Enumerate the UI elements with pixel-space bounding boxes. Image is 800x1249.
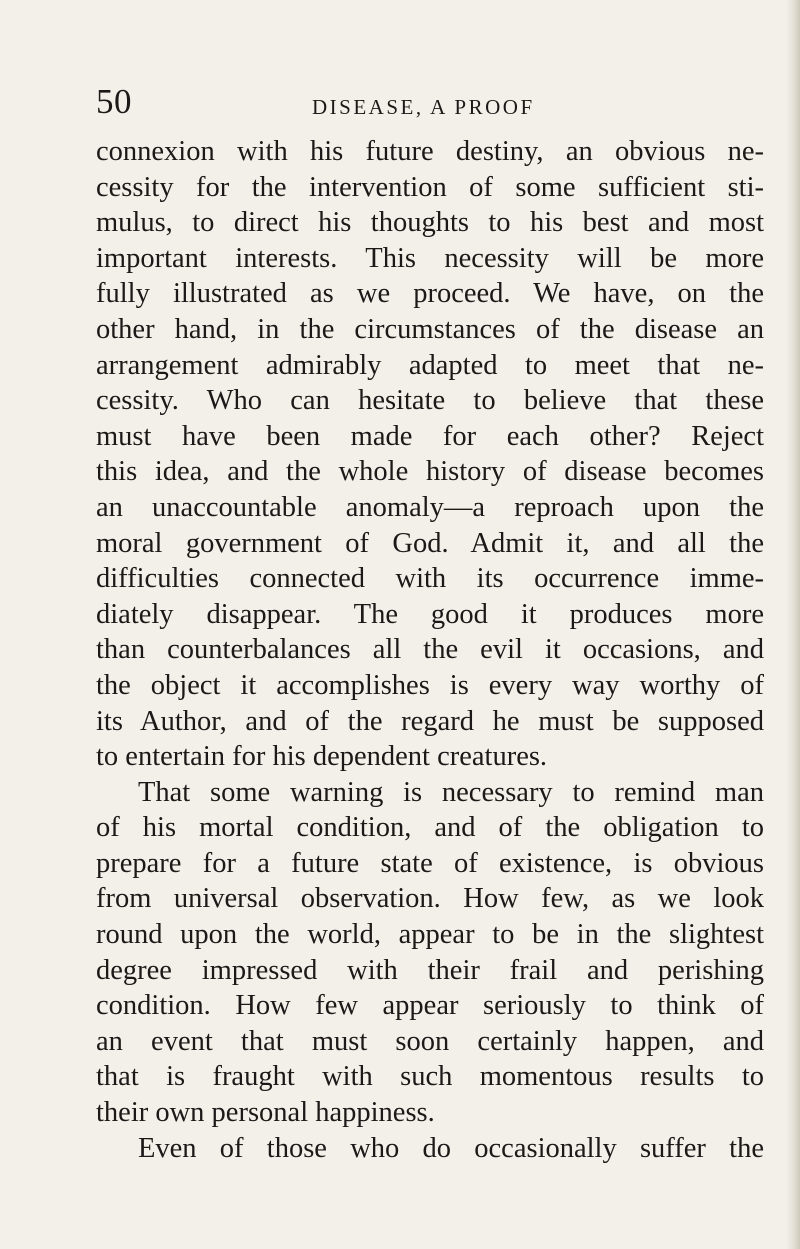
paragraph-start-line: That some warning is necessary to remind man [138,776,764,808]
running-head-title: DISEASE, A PROOF [312,95,535,119]
text-line: its Author, and of the regard he must be supposed [96,705,764,737]
text-line: the object it accomplishes is every way worthy of [96,669,764,701]
body-text [96,134,764,1166]
text-line: connexion with his future destiny, an obvious ne- [96,136,764,167]
text-line: from universal observation. How few, as we look [96,883,764,915]
text-line: condition. How few appear seriously to think of [96,990,764,1022]
text-line: other hand, in the circumstances of the disease an [96,313,764,345]
page-edge-shadow [786,0,800,1249]
text-line: difficulties connected with its occurrence imme- [96,563,764,595]
text-line: cessity. Who can hesitate to believe that these [96,385,764,417]
text-line: must have been made for each other? Reject [96,420,764,452]
text-line: mulus, to direct his thoughts to his best and most [96,207,764,239]
text-line: degree impressed with their frail and perishing [96,954,764,986]
text-line: an unaccountable anomaly—a reproach upon the [96,491,764,523]
paragraph-end-line: their own personal happiness. [96,1097,435,1129]
text-line: fully illustrated as we proceed. We have, on the [96,278,764,310]
text-line: that is fraught with such momentous results to [96,1061,764,1093]
text-line: than counterbalances all the evil it occasions, and [96,634,764,666]
text-line: an event that must soon certainly happen, and [96,1025,764,1057]
running-head [96,84,696,124]
text-line: round upon the world, appear to be in the slightest [96,919,764,951]
text-line: prepare for a future state of existence, is obvious [96,847,764,879]
text-line: this idea, and the whole history of disease becomes [96,456,764,488]
paragraph-start-line: Even of those who do occasionally suffer the [138,1132,764,1164]
text-line: cessity for the intervention of some sufficient sti- [96,171,764,203]
text-line: of his mortal condition, and of the obligation to [96,812,764,844]
text-line: important interests. This necessity will be more [96,242,764,274]
text-line: diately disappear. The good it produces more [96,598,764,630]
text-line: arrangement admirably adapted to meet that ne- [96,349,764,381]
text-line: moral government of God. Admit it, and all the [96,527,764,559]
paragraph-end-line: to entertain for his dependent creatures. [96,741,548,773]
page-number: 50 [96,82,132,121]
